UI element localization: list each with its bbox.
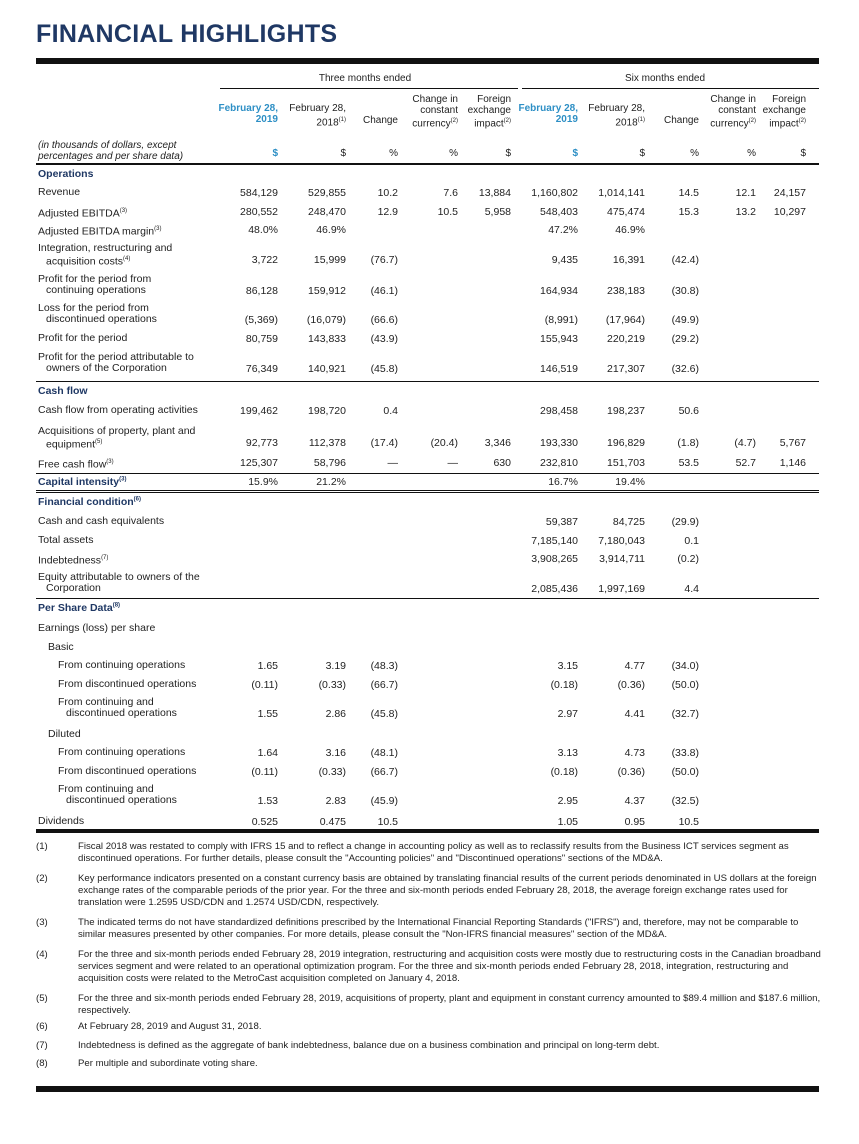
table-cell: 50.6 [678, 405, 699, 417]
column-header-q-prev: February 28, 2018$^{(1)}$ [588, 103, 645, 128]
table-cell: 5,767 [779, 437, 806, 449]
footnote-number: (4) [36, 949, 48, 960]
table-cell: 10.2 [377, 187, 398, 199]
table-cell: 10.5 [678, 816, 699, 828]
footnote-number: (8) [36, 1058, 48, 1069]
table-cell: 2.95 [557, 795, 578, 807]
table-cell: 198,237 [607, 405, 645, 417]
section-rule [36, 381, 819, 382]
table-cell: (46.1) [370, 285, 398, 297]
group-header-six-months: Six months ended [624, 73, 706, 84]
row-label: Cash and cash equivalents [38, 515, 165, 527]
table-cell: 15.3 [678, 206, 699, 218]
table-cell: 15,999 [313, 254, 346, 266]
table-cell: 16,391 [612, 254, 645, 266]
units-note: (in thousands of dollars, except percentages and per share data) [38, 140, 184, 162]
unit-cell: % [690, 148, 699, 159]
table-cell: (49.9) [671, 314, 699, 326]
capital-intensity-value: 21.2% [316, 476, 346, 488]
table-cell: 1.05 [557, 816, 578, 828]
table-cell: 2.83 [325, 795, 346, 807]
table-cell: 7.6 [443, 187, 458, 199]
column-header-cc: Change in constant currency$^{(2)}$ [710, 94, 756, 130]
row-label: Revenue [38, 186, 81, 198]
table-cell: 630 [493, 457, 511, 469]
table-cell: 12.9 [377, 206, 398, 218]
table-cell: 1,160,802 [531, 187, 578, 199]
row-label: Adjusted EBITDA margin$^{(3)}$ [38, 225, 162, 238]
table-cell: 52.7 [735, 457, 756, 469]
table-cell: (0.33) [318, 766, 346, 778]
column-header-cc: Change in constant currency$^{(2)}$ [412, 94, 458, 130]
table-cell: 12.1 [735, 187, 756, 199]
table-cell: (43.9) [370, 333, 398, 345]
footnote-number: (6) [36, 1021, 48, 1032]
unit-cell: % [389, 148, 398, 159]
table-cell: 0.525 [251, 816, 278, 828]
table-cell: 10.5 [377, 816, 398, 828]
table-cell: (50.0) [671, 679, 699, 691]
column-header-fx: Foreign exchange impact$^{(2)}$ [467, 94, 511, 130]
table-cell: 3,346 [484, 437, 511, 449]
footnote-text: Fiscal 2018 was restated to comply with IFRS 15 and to reflect a change in accounting policy as well as to reclassify results from the Business ICT services segment as discontinued operations. For further details, please consult the "Accounting policies" and "Discontinued operations" sections of the MD&A. [78, 841, 789, 864]
table-cell: 196,829 [607, 437, 645, 449]
column-header-change: Change [663, 115, 699, 126]
table-cell: (8,991) [544, 314, 578, 326]
row-label: Total assets [38, 534, 94, 546]
table-cell: 76,349 [245, 363, 278, 375]
row-label: Adjusted EBITDA$^{(3)}$ [38, 207, 128, 220]
table-cell: 1.64 [257, 747, 278, 759]
table-cell: (50.0) [671, 766, 699, 778]
table-cell: 4.77 [624, 660, 645, 672]
table-cell: (48.3) [370, 660, 398, 672]
table-cell: (17.4) [370, 437, 398, 449]
section-heading-per-share: Per Share Data$^{(8)}$ [38, 602, 121, 614]
row-label: From discontinued operations [58, 678, 197, 690]
table-cell: 0.1 [684, 535, 699, 547]
table-cell: 48.0% [248, 224, 278, 236]
section-heading-capital-intensity: Capital intensity$^{(3)}$ [38, 476, 127, 488]
footnote-text: The indicated terms do not have standardized definitions prescribed by the International Financial Reporting Standards ("IFRS") and, therefore, may not be comparable to similar measures presented by other companies. For more details, please consult the "Non-IFRS financial measures" section of the MD&A. [78, 917, 799, 940]
capital-intensity-rule [36, 490, 819, 491]
table-cell: 5,958 [484, 206, 511, 218]
table-cell: 112,378 [308, 437, 346, 449]
table-cell: (48.1) [370, 747, 398, 759]
row-label: Basic [48, 641, 74, 653]
table-cell: (20.4) [430, 437, 458, 449]
page-title: FINANCIAL HIGHLIGHTS [36, 20, 338, 48]
section-rule [36, 473, 819, 474]
section-heading-cash-flow: Cash flow [38, 385, 88, 397]
table-cell: 3.13 [557, 747, 578, 759]
column-header-change: Change [362, 115, 398, 126]
table-cell: (76.7) [370, 254, 398, 266]
table-cell: 9,435 [551, 254, 578, 266]
group-underline-three [220, 88, 518, 89]
column-header-q-cur: February 28, 2019 [518, 103, 578, 125]
footnote-text: Key performance indicators presented on a constant currency basis are obtained by translating financial results of the current periods denominated in US dollars at the foreign exchange rates of the comparable periods of the prior year. For the three and six-month periods ended February 28, 2018, the average foreign exchange rates used for translation were 1.2595 USD/CDN and 1.2574 USD/CDN, respectively. [78, 873, 817, 908]
table-cell: 199,462 [240, 405, 278, 417]
table-cell: (4.7) [734, 437, 756, 449]
table-cell: 3,908,265 [531, 553, 578, 565]
table-cell: 3.15 [557, 660, 578, 672]
footnote-number: (3) [36, 917, 48, 928]
row-label: Free cash flow$^{(3)}$ [38, 458, 114, 471]
table-cell: (0.11) [251, 679, 278, 691]
row-label: Cash flow from operating activities [38, 404, 198, 416]
table-cell: 3,914,711 [599, 553, 645, 565]
table-cell: 475,474 [607, 206, 645, 218]
row-label: From continuing operations [58, 746, 186, 758]
table-cell: (16,079) [306, 314, 346, 326]
bottom-rule [36, 1086, 819, 1092]
table-cell: (66.7) [370, 679, 398, 691]
table-cell: (0.33) [318, 679, 346, 691]
table-cell: (0.11) [251, 766, 278, 778]
table-cell: 53.5 [678, 457, 699, 469]
table-cell: (29.2) [671, 333, 699, 345]
table-cell: (1.8) [677, 437, 699, 449]
table-cell: 84,725 [612, 516, 645, 528]
unit-cell: $ [505, 148, 511, 159]
table-cell: 0.4 [383, 405, 398, 417]
table-cell: 13.2 [735, 206, 756, 218]
unit-cell: $ [572, 148, 578, 159]
table-cell: 217,307 [607, 363, 645, 375]
table-cell: — [447, 457, 458, 469]
table-cell: 584,129 [240, 187, 278, 199]
table-cell: 1.65 [257, 660, 278, 672]
table-cell: 140,921 [308, 363, 346, 375]
table-cell: 80,759 [245, 333, 278, 345]
table-cell: (66.6) [370, 314, 398, 326]
row-label: Dividends [38, 815, 85, 827]
row-label: Integration, restructuring and acquisition costs$^{(4)}$ [38, 242, 173, 268]
unit-cell: % [449, 148, 458, 159]
unit-cell: $ [639, 148, 645, 159]
table-cell: (0.36) [617, 766, 645, 778]
table-cell: (0.18) [550, 679, 578, 691]
table-cell: 10,297 [773, 206, 806, 218]
footnote-text: Per multiple and subordinate voting share. [78, 1058, 258, 1069]
table-cell: 58,796 [313, 457, 346, 469]
table-cell: 125,307 [240, 457, 278, 469]
table-cell: 1,146 [779, 457, 806, 469]
table-cell: 46.9% [615, 224, 645, 236]
table-cell: (45.9) [370, 795, 398, 807]
table-cell: 4.41 [624, 708, 645, 720]
table-cell: (66.7) [370, 766, 398, 778]
table-cell: (30.8) [671, 285, 699, 297]
table-cell: 2.86 [325, 708, 346, 720]
table-cell: 248,470 [308, 206, 346, 218]
section-heading-financial-condition: Financial condition$^{(6)}$ [38, 496, 142, 508]
unit-cell: $ [800, 148, 806, 159]
table-cell: (32.6) [671, 363, 699, 375]
table-cell: (5,369) [244, 314, 278, 326]
table-cell: (32.7) [671, 708, 699, 720]
table-cell: 280,552 [240, 206, 278, 218]
group-header-three-months: Three months ended [318, 73, 412, 84]
table-cell: 92,773 [245, 437, 278, 449]
table-cell: 548,403 [540, 206, 578, 218]
footnote-text: Indebtedness is defined as the aggregate of bank indebtedness, balance due on a business combination and principal on long-term debt. [78, 1040, 660, 1051]
row-label: Acquisitions of property, plant and equipment$^{(5)}$ [38, 425, 196, 451]
table-cell: 13,884 [478, 187, 511, 199]
top-rule [36, 58, 819, 64]
footnote-number: (5) [36, 993, 48, 1004]
table-cell: 0.475 [319, 816, 346, 828]
table-cell: 198,720 [308, 405, 346, 417]
row-label: Profit for the period [38, 332, 128, 344]
table-cell: 0.95 [624, 816, 645, 828]
column-header-q-prev: February 28, 2018$^{(1)}$ [289, 103, 346, 128]
table-cell: 86,128 [245, 285, 278, 297]
table-bottom-rule [36, 829, 819, 833]
table-cell: 146,519 [540, 363, 578, 375]
table-cell: 7,185,140 [531, 535, 578, 547]
section-rule [36, 598, 819, 599]
table-cell: 164,934 [540, 285, 578, 297]
table-cell: 220,219 [607, 333, 645, 345]
footnote-text: At February 28, 2019 and August 31, 2018. [78, 1021, 262, 1032]
table-cell: 232,810 [540, 457, 578, 469]
table-cell: 143,833 [308, 333, 346, 345]
table-cell: 193,330 [540, 437, 578, 449]
table-cell: 47.2% [548, 224, 578, 236]
row-label: Indebtedness$^{(7)}$ [38, 554, 109, 567]
section-rule [36, 492, 819, 493]
unit-cell: $ [340, 148, 346, 159]
footnote-number: (1) [36, 841, 48, 852]
row-label: Equity attributable to owners of the Corporation [38, 571, 200, 594]
table-cell: 10.5 [437, 206, 458, 218]
row-label: Loss for the period from discontinued operations [38, 302, 157, 325]
table-cell: 1.53 [257, 795, 278, 807]
footnote-number: (2) [36, 873, 48, 884]
capital-intensity-value: 19.4% [615, 476, 645, 488]
table-cell: 155,943 [540, 333, 578, 345]
table-cell: 2.97 [557, 708, 578, 720]
table-cell: 1,014,141 [598, 187, 645, 199]
table-cell: 3.16 [325, 747, 346, 759]
unit-cell: $ [272, 148, 278, 159]
capital-intensity-value: 15.9% [248, 476, 278, 488]
table-cell: (34.0) [671, 660, 699, 672]
table-cell: (32.5) [671, 795, 699, 807]
table-cell: 2,085,436 [531, 583, 578, 595]
table-cell: 529,855 [308, 187, 346, 199]
row-label: From continuing and discontinued operations [58, 696, 177, 719]
table-cell: 4.4 [684, 583, 699, 595]
table-cell: (0.36) [617, 679, 645, 691]
section-heading-operations: Operations [38, 168, 94, 180]
table-cell: 7,180,043 [598, 535, 645, 547]
table-cell: 24,157 [773, 187, 806, 199]
table-cell: (0.18) [550, 766, 578, 778]
table-cell: 298,458 [540, 405, 578, 417]
footnote-number: (7) [36, 1040, 48, 1051]
table-cell: 14.5 [678, 187, 699, 199]
section-rule [36, 164, 819, 165]
column-header-q-cur: February 28, 2019 [218, 103, 278, 125]
table-cell: 46.9% [316, 224, 346, 236]
table-cell: 159,912 [308, 285, 346, 297]
table-cell: 3,722 [251, 254, 278, 266]
row-label: From continuing and discontinued operations [58, 783, 177, 806]
table-cell: 3.19 [325, 660, 346, 672]
table-cell: (29.9) [671, 516, 699, 528]
footnote-text: For the three and six-month periods ended February 28, 2019, acquisitions of property, plant and equipment in constant currency amounted to $89.4 million and $187.6 million, respectively. [78, 993, 821, 1016]
group-underline-six [522, 88, 819, 89]
row-label: Profit for the period from continuing operations [38, 273, 152, 296]
table-cell: 1.55 [257, 708, 278, 720]
footnote-text: For the three and six-month periods ended February 28, 2019 integration, restructuring and acquisition costs were mostly due to restructuring costs in the Canadian broadband services segment and were related to an operational optimization program. For the three and six-month periods ended February 28, 2018, integration, restructuring and acquisition costs were related to the MetroCast acquisition completed on January 4, 2018. [78, 949, 821, 984]
row-label: Diluted [48, 728, 81, 740]
capital-intensity-value: 16.7% [548, 476, 578, 488]
unit-cell: % [747, 148, 756, 159]
table-cell: (42.4) [671, 254, 699, 266]
table-cell: (17,964) [605, 314, 645, 326]
table-cell: 4.73 [624, 747, 645, 759]
table-cell: 238,183 [607, 285, 645, 297]
table-cell: 151,703 [607, 457, 645, 469]
table-cell: (45.8) [370, 363, 398, 375]
table-cell: (33.8) [671, 747, 699, 759]
row-label: From continuing operations [58, 659, 186, 671]
table-cell: 1,997,169 [598, 583, 645, 595]
table-cell: 59,387 [545, 516, 578, 528]
table-cell: (0.2) [677, 553, 699, 565]
row-label: Earnings (loss) per share [38, 622, 156, 634]
table-cell: 4.37 [624, 795, 645, 807]
column-header-fx: Foreign exchange impact$^{(2)}$ [762, 94, 806, 130]
row-label: Profit for the period attributable to owners of the Corporation [38, 351, 194, 374]
table-cell: (45.8) [370, 708, 398, 720]
table-cell: — [387, 457, 398, 469]
row-label: From discontinued operations [58, 765, 197, 777]
